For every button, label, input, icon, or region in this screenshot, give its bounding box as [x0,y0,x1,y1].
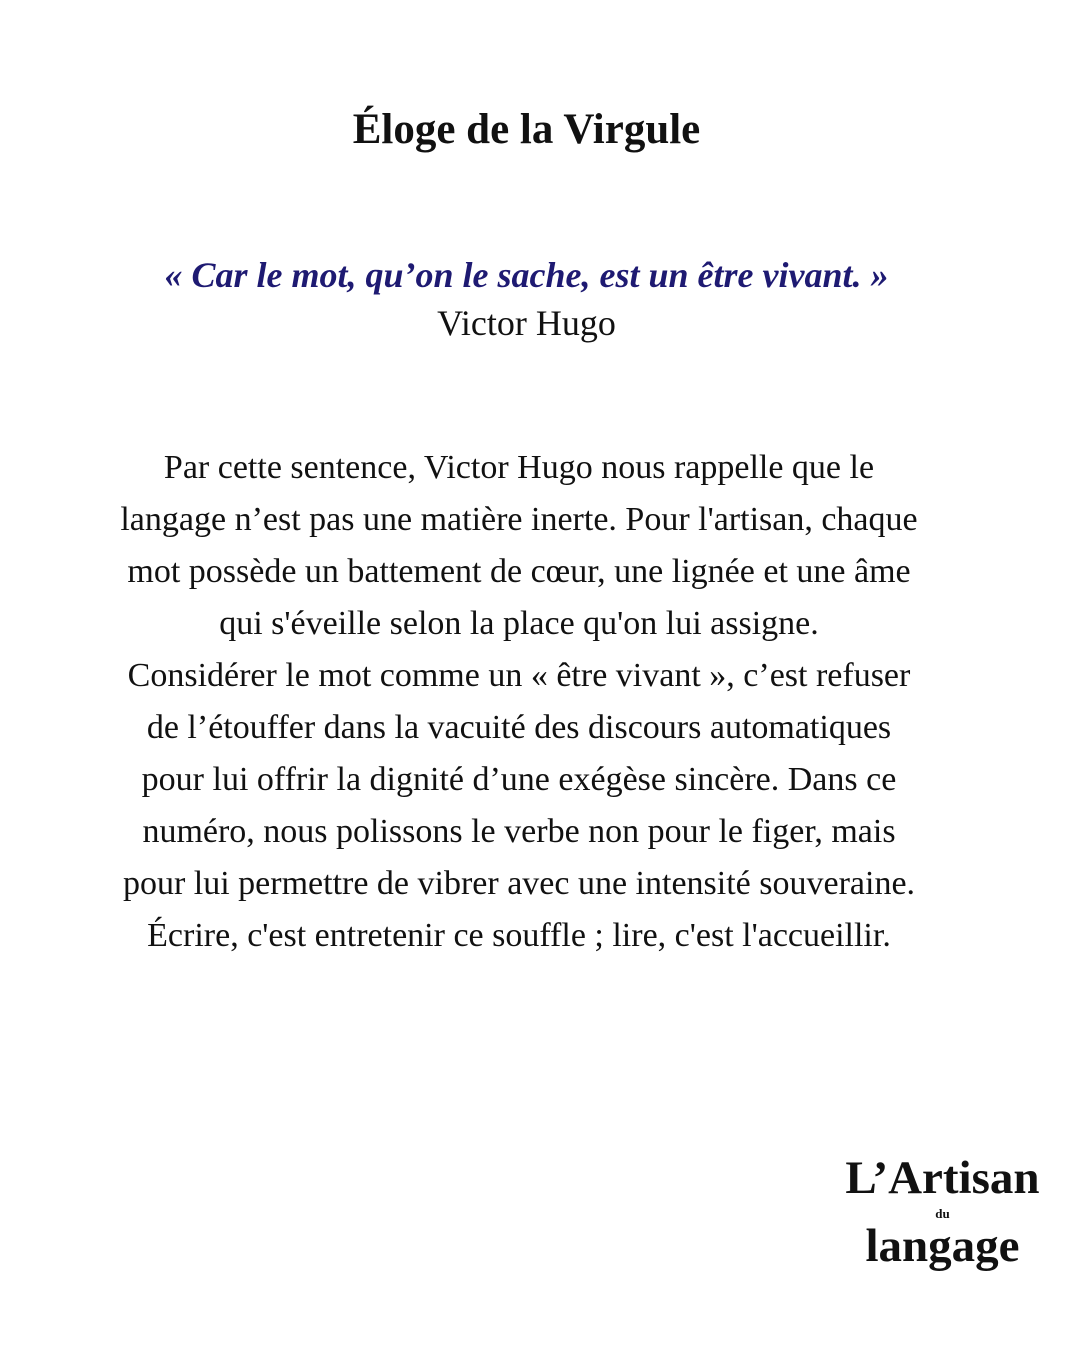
logo-line-1: L’Artisan [845,1152,1040,1204]
body-paragraph-2: Considérer le mot comme un « être vivant », c’est refuser de l’étouffer dans la vacuité des discours automatiques pour lui offrir la dignité d’une exégèse sincère. Dans ce numéro, nous polissons le verbe non pour le figer, mais pour lui permettre de vibrer avec une intensité souveraine. Écrire, c'est entretenir ce souffle ; lire, c'est l'accueillir. [122,657,916,954]
body-text [115,442,923,962]
quote-text: « Car le mot, qu’on le sache, est un être vivant. » [164,255,889,295]
quote-author: Victor Hugo [437,303,616,343]
page-title: Éloge de la Virgule [352,106,701,153]
body-paragraph-1: Par cette sentence, Victor Hugo nous rappelle que le langage n’est pas une matière inerte. Pour l'artisan, chaque mot possède un battement de cœur, une lignée et une âme qui s'éveille selon la place qu'on lui assigne. [120,449,918,642]
logo-line-3: langage [865,1220,1020,1272]
brand-logo [830,1150,1055,1270]
epigraph [0,251,1053,347]
logo-line-2: du [935,1206,950,1221]
